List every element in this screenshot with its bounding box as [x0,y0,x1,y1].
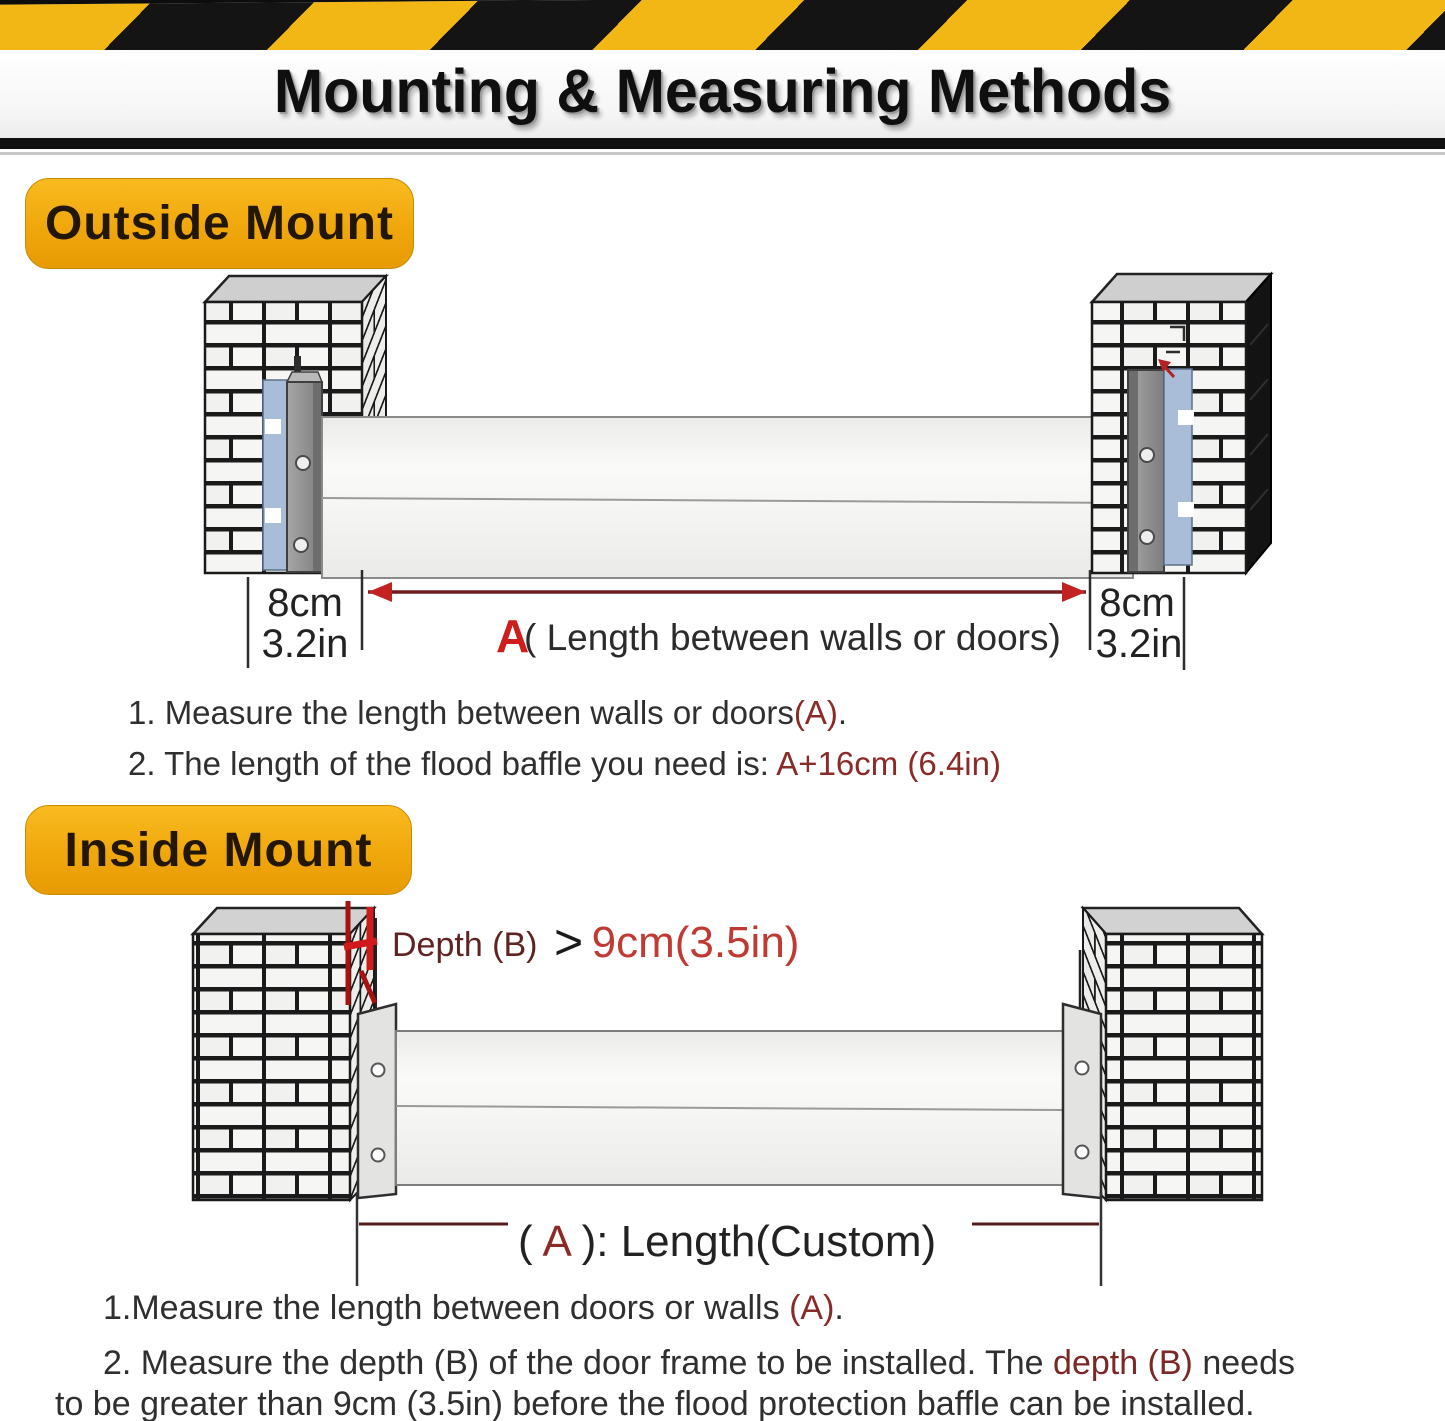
inside-mount-badge-label: Inside Mount [64,823,373,877]
inside-note-2-suffix: needs [1192,1344,1295,1382]
inside-left-screw-bottom [372,1149,385,1162]
dim-left-in: 3.2in [261,622,349,666]
outside-note-1-suffix: . [837,694,848,731]
right-post-shade [1129,371,1138,571]
left-blue-seal-strip [263,380,287,570]
outside-note-1-accent: (A) [793,694,838,731]
inside-note-3-text: to be greater than 9cm (3.5in) before the flood protection baffle can be installed. [55,1385,1255,1421]
outside-mount-notes [128,694,1001,783]
right-seal-mark-bottom [1178,502,1194,517]
inside-left-screw-top [372,1064,385,1077]
left-post-bevel [287,372,322,382]
right-post-screw-top [1140,448,1154,462]
depth-value: 9cm(3.5in) [591,918,800,967]
length-accent: A [542,1217,570,1266]
inside-right-post [1063,1004,1101,1198]
left-post-shade [313,383,321,571]
dim-right-in: 3.2in [1095,622,1183,666]
inside-right-pillar-front-face [1106,934,1262,1200]
depth-label [392,914,799,970]
inside-mount-diagram [193,901,1262,1286]
depth-label-text: Depth (B) [392,926,538,964]
inside-length-label [518,1217,936,1266]
dim-left-cm: 8cm [267,581,343,625]
inside-note-2-accent: depth (B) [1053,1344,1193,1382]
inside-note-2 [55,1343,1295,1383]
length-arrow-head-left [368,582,392,602]
right-seal-mark-top [1178,410,1194,425]
inside-note-2-text: 2. Measure the depth (B) of the door frame to be installed. The [103,1344,1054,1382]
inside-note-1-text: 1.Measure the length between doors or walls [103,1289,790,1327]
page-title: Mounting & Measuring Methods [273,57,1172,125]
right-blue-seal-strip [1164,369,1192,565]
right-post-screw-bottom [1140,530,1154,544]
right-pillar-top-face [1092,274,1271,302]
inside-right-screw-top [1076,1062,1089,1075]
outside-note-2-text: 2. The length of the flood baffle you need is: [128,745,777,782]
left-post-screw-top [296,456,310,470]
outside-mount-diagram [205,274,1271,670]
inside-left-post [358,1004,396,1198]
length-label: ( Length between walls or doors) [524,617,1061,658]
inside-right-pillar-top-face [1083,908,1262,934]
length-label-accent: A [496,610,530,662]
outside-note-1-text: 1. Measure the length between walls or doors [128,694,794,731]
outside-note-2-accent: A+16cm (6.4in) [776,745,1001,782]
depth-gt-sign: > [553,914,584,970]
left-seal-mark-bottom [265,508,281,523]
inside-note-1-suffix: . [834,1289,844,1327]
flood-barrier-panel [322,417,1133,578]
outside-note-2 [128,745,1001,783]
right-pillar-dark-side [1246,274,1271,573]
inside-note-1-accent: (A) [789,1289,835,1327]
length-open-paren: ( [518,1217,533,1266]
inside-note-1 [55,1288,1295,1328]
left-pillar-top-face [205,276,386,302]
outside-mount-badge-label: Outside Mount [45,197,394,250]
inside-right-screw-bottom [1076,1146,1089,1159]
inside-note-3 [55,1384,1295,1421]
left-post-screw-bottom [294,538,308,552]
dim-right-cm: 8cm [1099,581,1175,625]
length-rest: ): Length(Custom) [581,1217,937,1266]
inside-mount-notes [55,1288,1295,1421]
length-arrow-head-right [1062,582,1086,602]
outside-note-1 [128,694,1001,732]
inside-left-pillar-front-face [193,934,350,1200]
left-seal-mark-top [265,419,281,434]
